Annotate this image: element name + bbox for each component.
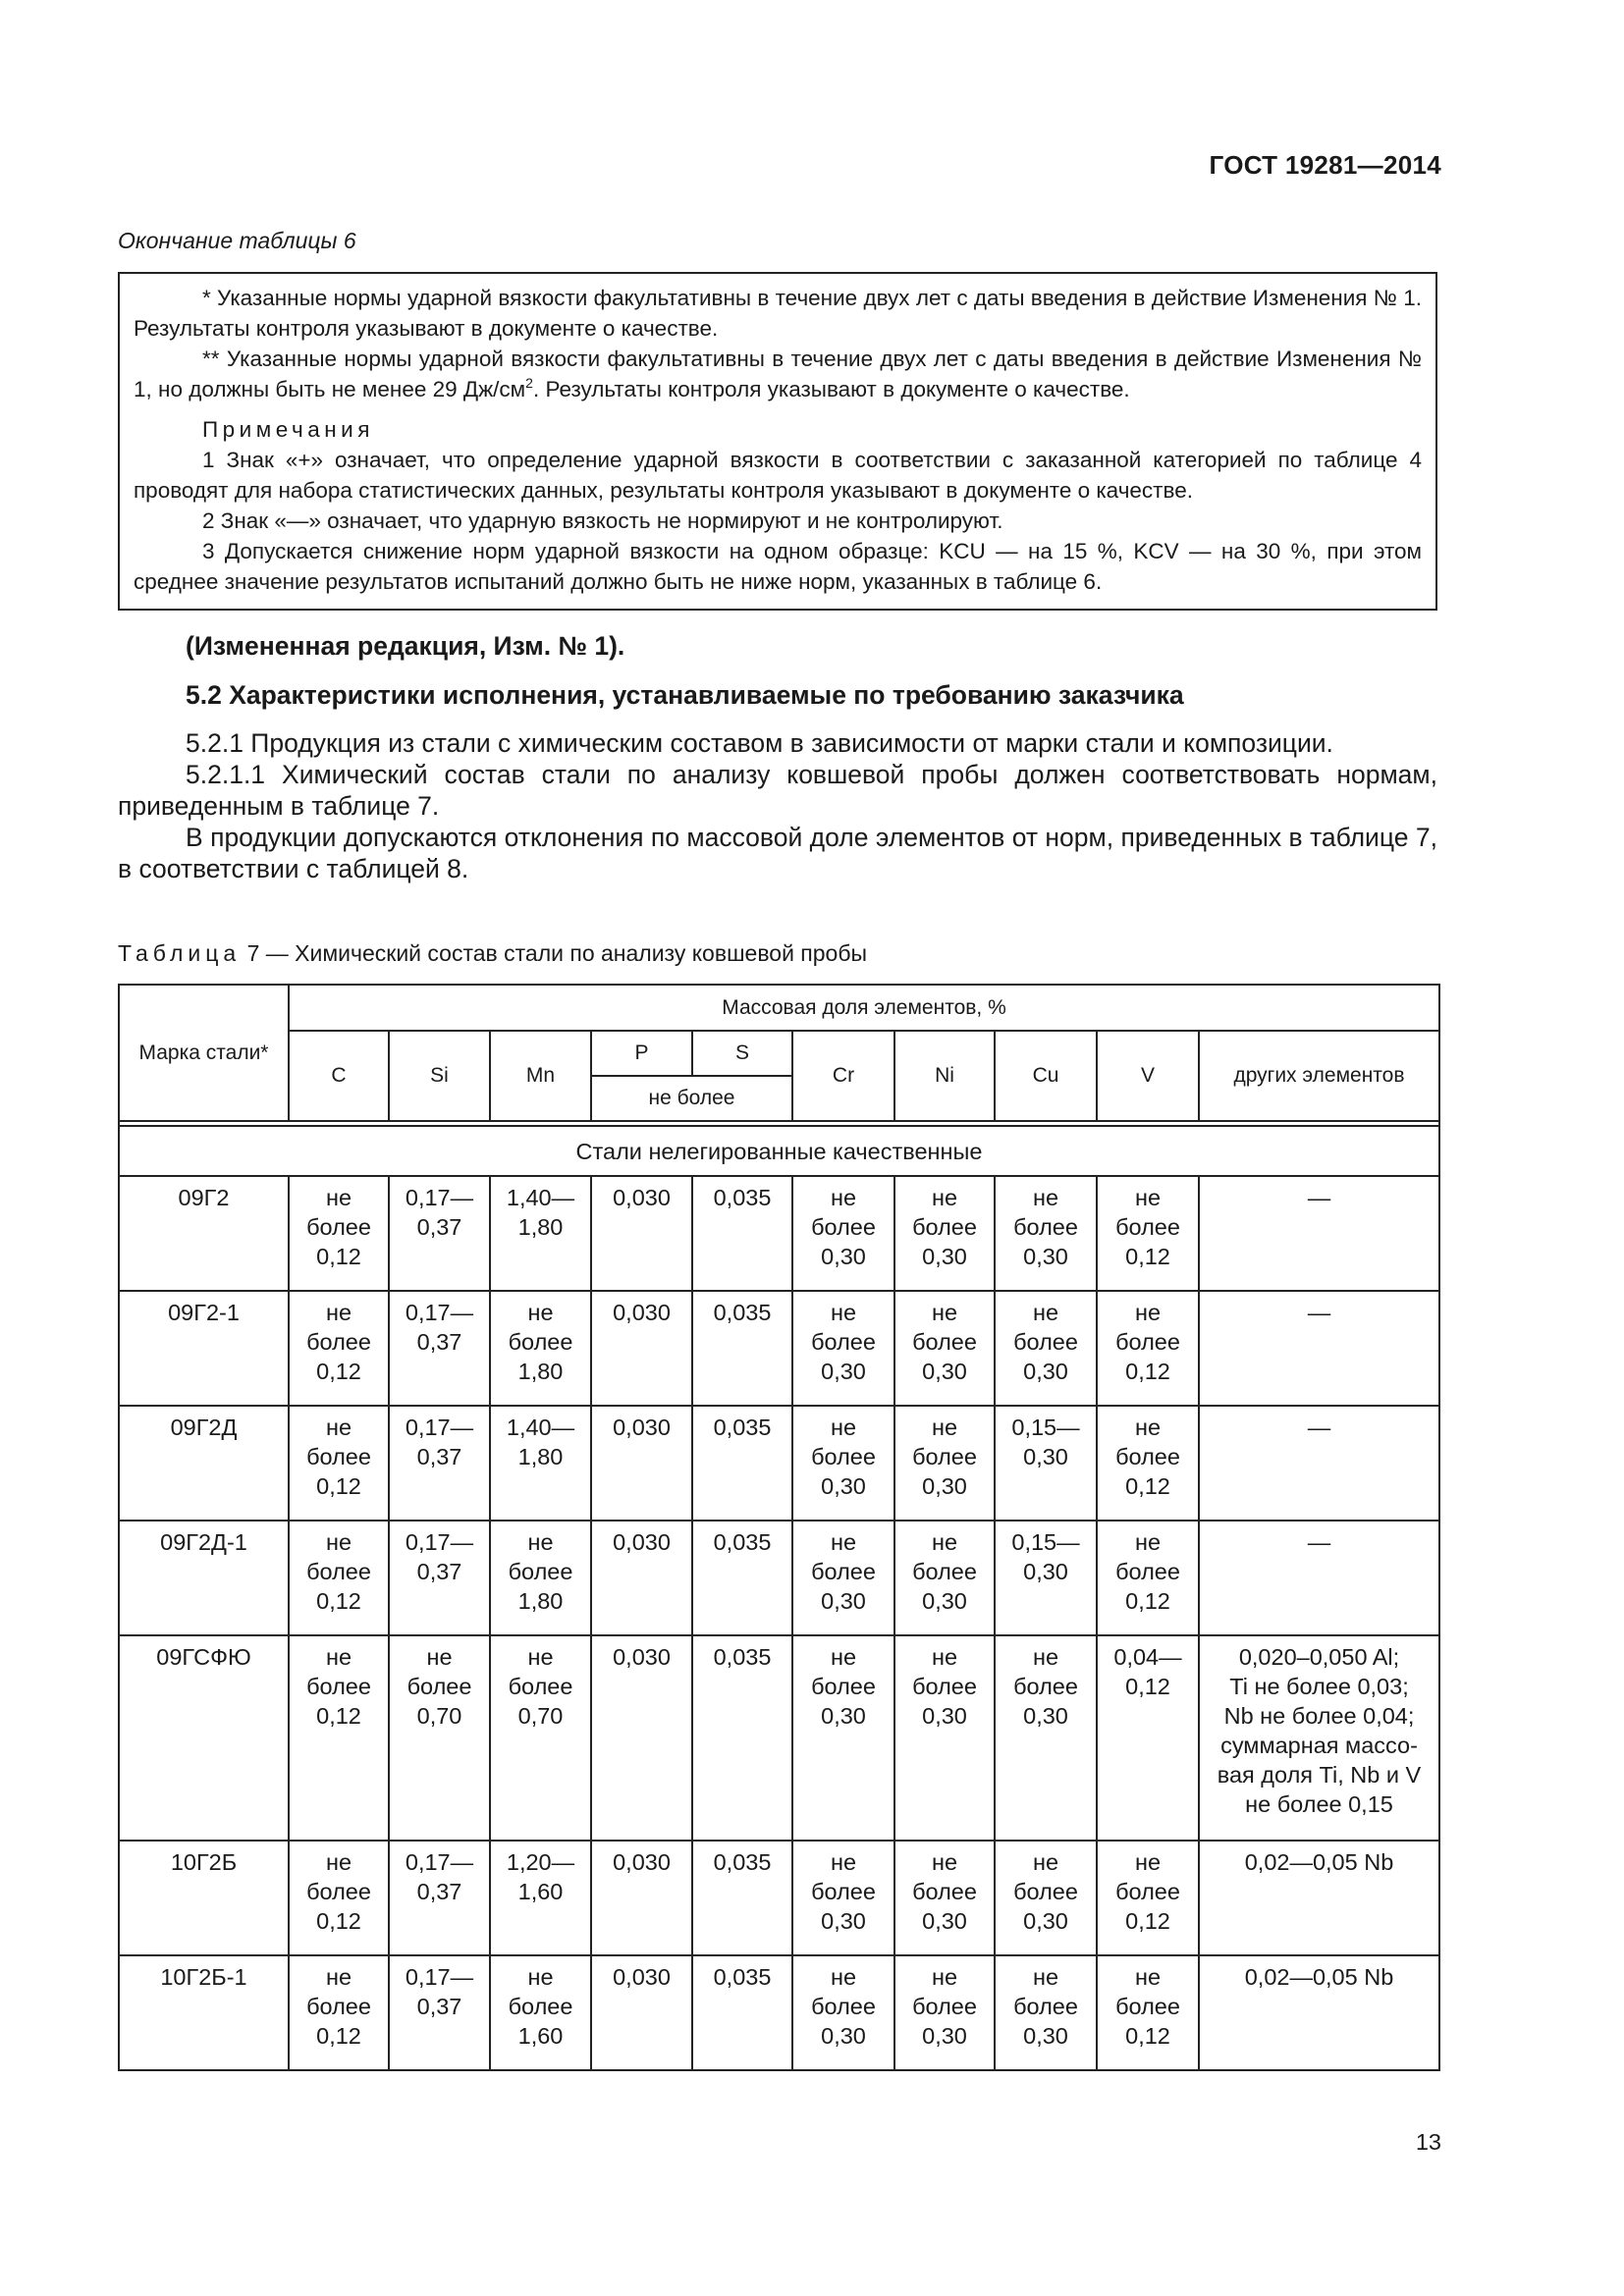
cell-c [289, 1841, 389, 1955]
footnote-2 [134, 344, 1422, 404]
cell-line: 0,37 [416, 1559, 462, 1584]
header-v: V [1097, 1031, 1199, 1121]
cell-line: 0,30 [1023, 1908, 1068, 1934]
cell-line: 0,30 [922, 1473, 967, 1499]
cell-line: 0,30 [922, 1359, 967, 1384]
cell-line: не [931, 1964, 958, 1990]
cell-line: более [912, 1674, 977, 1699]
cell-p: 0,030 [591, 1841, 692, 1955]
cell-line: 0,70 [517, 1703, 564, 1729]
cell-line: 0,12 [1125, 1473, 1170, 1499]
cell-line: 0,02—0,05 Nb [1244, 1964, 1394, 1990]
cell-c [289, 1406, 389, 1521]
cell-line: Nb не более 0,04; [1223, 1703, 1415, 1729]
cell-si [389, 1635, 490, 1841]
cell-line: не [325, 1849, 352, 1875]
cell-mn [490, 1521, 591, 1635]
table-row [119, 1841, 1439, 1955]
cell-line: 0,30 [821, 2023, 866, 2049]
cell-cu [995, 1955, 1097, 2070]
cell-si [389, 1176, 490, 1291]
cell-cu [995, 1841, 1097, 1955]
cell-line: более [811, 1444, 876, 1469]
table-row [119, 1955, 1439, 2070]
cell-line: более [1013, 1879, 1078, 1904]
cell-mn [490, 1291, 591, 1406]
cell-c [289, 1176, 389, 1291]
cell-line: 0,12 [1125, 1244, 1170, 1269]
cell-cr [792, 1406, 894, 1521]
cell-line: — [1307, 1529, 1331, 1555]
cell-c [289, 1635, 389, 1841]
cell-mn [490, 1841, 591, 1955]
cell-line: более [306, 1994, 371, 2019]
cell-line: не [931, 1300, 958, 1325]
cell-c [289, 1291, 389, 1406]
chemical-composition-table [118, 984, 1440, 2071]
cell-ni [894, 1176, 995, 1291]
cell-line: 0,30 [821, 1588, 866, 1614]
group-title: Стали нелегированные качественные [119, 1126, 1439, 1176]
cell-line: 0,12 [316, 1244, 361, 1269]
cell-si [389, 1406, 490, 1521]
cell-grade: 09Г2Д [119, 1406, 289, 1521]
cell-line: более [306, 1444, 371, 1469]
table-caption-text: 7 — Химический состав стали по анализу ковшевой пробы [241, 940, 868, 966]
cell-line: 0,30 [821, 1244, 866, 1269]
cell-line: 0,12 [1125, 1674, 1170, 1699]
cell-grade: 10Г2Б-1 [119, 1955, 289, 2070]
cell-s: 0,035 [692, 1406, 792, 1521]
cell-line: более [811, 1994, 876, 2019]
cell-c [289, 1955, 389, 2070]
cell-line: не [527, 1529, 554, 1555]
footnote-2-text: ** Указанные нормы ударной вязкости факультативны в течение двух лет с даты введения в действие Изменения № 1, но должны быть не менее 29 Дж/см [134, 347, 1422, 401]
cell-other [1199, 1521, 1439, 1635]
paragraph-5-2-1-1: 5.2.1.1 Химический состав стали по анализу ковшевой пробы должен соответствовать нормам, приведенным в таблице 7. [118, 760, 1437, 821]
cell-line: не [830, 1415, 857, 1440]
cell-line: не [527, 1300, 554, 1325]
header-s: S [692, 1031, 792, 1076]
cell-si [389, 1291, 490, 1406]
cell-line: не [1032, 1964, 1059, 1990]
cell-grade: 09ГСФЮ [119, 1635, 289, 1841]
cell-si [389, 1841, 490, 1955]
table-row [119, 1406, 1439, 1521]
cell-v [1097, 1406, 1199, 1521]
group-row [119, 1126, 1439, 1176]
document-code: ГОСТ 19281—2014 [1209, 150, 1441, 180]
cell-line: не [325, 1185, 352, 1210]
cell-cu [995, 1521, 1097, 1635]
table-caption [118, 940, 867, 967]
cell-grade: 09Г2 [119, 1176, 289, 1291]
cell-line: не [830, 1300, 857, 1325]
cell-line: не [1134, 1964, 1162, 1990]
cell-line: не [527, 1964, 554, 1990]
cell-v [1097, 1635, 1199, 1841]
cell-line: более [306, 1879, 371, 1904]
cell-line: 1,80 [517, 1588, 564, 1614]
cell-cu [995, 1291, 1097, 1406]
cell-line: более [1013, 1994, 1078, 2019]
cell-line: 1,60 [517, 2023, 564, 2049]
note-1: 1 Знак «+» означает, что определение ударной вязкости в соответствии с заказанной категорией по таблице 4 проводят для набора статистических данных, результаты контроля указывают в документе о качестве. [134, 448, 1422, 503]
cell-line: 1,40— [506, 1185, 575, 1210]
cell-line: 0,12 [316, 1703, 361, 1729]
cell-line: не [1134, 1185, 1162, 1210]
cell-ni [894, 1841, 995, 1955]
body-text [118, 630, 1437, 884]
cell-mn [490, 1955, 591, 2070]
cell-line: 1,20— [506, 1849, 575, 1875]
cell-line: не [830, 1849, 857, 1875]
header-cu: Cu [995, 1031, 1097, 1121]
header-not-more: не более [591, 1076, 792, 1121]
cell-cr [792, 1521, 894, 1635]
cell-line: не [1134, 1849, 1162, 1875]
table-row [119, 1635, 1439, 1841]
cell-other [1199, 1176, 1439, 1291]
cell-line: 0,30 [821, 1703, 866, 1729]
cell-line: 0,30 [1023, 2023, 1068, 2049]
cell-line: более [406, 1674, 472, 1699]
cell-line: 0,30 [922, 1244, 967, 1269]
cell-cu [995, 1176, 1097, 1291]
cell-line: 0,15— [1011, 1529, 1080, 1555]
cell-line: 0,70 [416, 1703, 462, 1729]
cell-line: 0,30 [821, 1908, 866, 1934]
cell-s: 0,035 [692, 1291, 792, 1406]
cell-line: вая доля Ti, Nb и V [1217, 1762, 1422, 1788]
cell-line: более [1115, 1444, 1180, 1469]
cell-line: 0,12 [1125, 1908, 1170, 1934]
cell-p: 0,030 [591, 1291, 692, 1406]
cell-line: 0,12 [316, 1588, 361, 1614]
header-mn: Mn [490, 1031, 591, 1121]
cell-line: более [1115, 1994, 1180, 2019]
cell-line: 0,17— [405, 1529, 474, 1555]
cell-other [1199, 1291, 1439, 1406]
cell-line: более [912, 1879, 977, 1904]
cell-p: 0,030 [591, 1955, 692, 2070]
cell-p: 0,030 [591, 1176, 692, 1291]
cell-grade: 09Г2-1 [119, 1291, 289, 1406]
cell-line: 0,37 [416, 1444, 462, 1469]
cell-line: 0,30 [1023, 1559, 1068, 1584]
header-p: P [591, 1031, 692, 1076]
cell-grade: 09Г2Д-1 [119, 1521, 289, 1635]
cell-other [1199, 1635, 1439, 1841]
note-3: 3 Допускается снижение норм ударной вязкости на одном образце: KCU — на 15 %, KCV — на 30 %, при этом среднее значение результатов испытаний должно быть не ниже норм, указанных в таблице 6. [134, 539, 1422, 594]
cell-v [1097, 1521, 1199, 1635]
cell-line: более [1115, 1214, 1180, 1240]
footnote-2-superscript: 2 [525, 375, 533, 391]
cell-mn [490, 1176, 591, 1291]
cell-line: 0,30 [1023, 1244, 1068, 1269]
cell-line: 0,12 [1125, 1359, 1170, 1384]
cell-line: не [830, 1529, 857, 1555]
cell-v [1097, 1291, 1199, 1406]
cell-line: не [1032, 1849, 1059, 1875]
cell-line: 1,80 [517, 1444, 564, 1469]
cell-line: 1,80 [517, 1359, 564, 1384]
cell-line: не [325, 1529, 352, 1555]
cell-line: не [325, 1415, 352, 1440]
section-heading: 5.2 Характеристики исполнения, устанавливаемые по требованию заказчика [186, 680, 1184, 710]
cell-line: 1,80 [517, 1214, 564, 1240]
cell-line: не [1032, 1300, 1059, 1325]
cell-line: более [306, 1329, 371, 1355]
edition-note: (Измененная редакция, Изм. № 1). [186, 631, 625, 661]
cell-line: более [912, 1559, 977, 1584]
cell-line: не [931, 1415, 958, 1440]
cell-line: не [1134, 1300, 1162, 1325]
table-caption-word: Таблица [118, 940, 242, 966]
header-steel-grade: Марка стали* [119, 985, 289, 1121]
header-si: Si [389, 1031, 490, 1121]
cell-s: 0,035 [692, 1176, 792, 1291]
header-other-elements: других элементов [1199, 1031, 1439, 1121]
cell-line: 0,17— [405, 1964, 474, 1990]
cell-p: 0,030 [591, 1635, 692, 1841]
cell-line: 0,12 [316, 1473, 361, 1499]
cell-line: более [912, 1214, 977, 1240]
cell-line: не [830, 1964, 857, 1990]
cell-line: 0,17— [405, 1300, 474, 1325]
cell-v [1097, 1841, 1199, 1955]
cell-line: не [1032, 1644, 1059, 1670]
cell-line: 0,12 [316, 1908, 361, 1934]
cell-other [1199, 1955, 1439, 2070]
footnote-2-text-end: . Результаты контроля указывают в документе о качестве. [532, 377, 1130, 401]
cell-line: не [1134, 1529, 1162, 1555]
cell-line: 0,02—0,05 Nb [1244, 1849, 1394, 1875]
cell-line: 1,40— [506, 1415, 575, 1440]
cell-line: суммарная массо- [1220, 1733, 1418, 1758]
header-c: C [289, 1031, 389, 1121]
cell-line: более [508, 1994, 573, 2019]
header-cr: Cr [792, 1031, 894, 1121]
cell-line: не [931, 1849, 958, 1875]
paragraph-5-2-1: 5.2.1 Продукция из стали с химическим составом в зависимости от марки стали и композиции. [186, 728, 1333, 758]
page-number: 13 [1415, 2129, 1441, 2155]
footnote-1: * Указанные нормы ударной вязкости факультативны в течение двух лет с даты введения в действие Изменения № 1. Результаты контроля указывают в документе о качестве. [134, 286, 1422, 341]
cell-line: не [1134, 1415, 1162, 1440]
cell-line: 0,17— [405, 1849, 474, 1875]
cell-line: 0,30 [1023, 1444, 1068, 1469]
cell-si [389, 1955, 490, 2070]
cell-line: не [325, 1964, 352, 1990]
cell-line: — [1307, 1185, 1331, 1210]
cell-s: 0,035 [692, 1841, 792, 1955]
cell-line: более [306, 1214, 371, 1240]
cell-line: 0,30 [821, 1473, 866, 1499]
cell-line: 0,020–0,050 Al; [1238, 1644, 1400, 1670]
table-row [119, 1521, 1439, 1635]
cell-ni [894, 1955, 995, 2070]
cell-line: не [830, 1185, 857, 1210]
cell-mn [490, 1635, 591, 1841]
cell-line: 0,12 [1125, 1588, 1170, 1614]
cell-v [1097, 1176, 1199, 1291]
cell-s: 0,035 [692, 1635, 792, 1841]
cell-line: не [325, 1300, 352, 1325]
cell-line: более [1115, 1879, 1180, 1904]
header-mass-fraction: Массовая доля элементов, % [289, 985, 1439, 1031]
cell-line: более [811, 1674, 876, 1699]
cell-line: 0,17— [405, 1185, 474, 1210]
cell-line: не [830, 1644, 857, 1670]
cell-line: не более 0,15 [1245, 1791, 1393, 1817]
cell-cu [995, 1406, 1097, 1521]
cell-line: 0,04— [1113, 1644, 1182, 1670]
cell-line: Ti не более 0,03; [1229, 1674, 1409, 1699]
table-row [119, 1176, 1439, 1291]
cell-line: 0,37 [416, 1214, 462, 1240]
cell-line: более [1013, 1329, 1078, 1355]
cell-line: 0,30 [922, 1703, 967, 1729]
cell-line: более [1115, 1329, 1180, 1355]
cell-line: не [527, 1644, 554, 1670]
header-ni: Ni [894, 1031, 995, 1121]
cell-si [389, 1521, 490, 1635]
cell-line: 0,30 [821, 1359, 866, 1384]
cell-line: более [912, 1444, 977, 1469]
cell-line: более [508, 1674, 573, 1699]
cell-cr [792, 1955, 894, 2070]
cell-line: 0,37 [416, 1329, 462, 1355]
table-row [119, 1291, 1439, 1406]
cell-line: — [1307, 1415, 1331, 1440]
cell-line: 0,30 [922, 1908, 967, 1934]
cell-line: не [931, 1529, 958, 1555]
cell-cr [792, 1291, 894, 1406]
cell-line: 0,12 [1125, 2023, 1170, 2049]
paragraph-deviations: В продукции допускаются отклонения по массовой доле элементов от норм, приведенных в таблице 7, в соответствии с таблицей 8. [118, 823, 1437, 883]
cell-cu [995, 1635, 1097, 1841]
cell-line: более [912, 1329, 977, 1355]
cell-grade: 10Г2Б [119, 1841, 289, 1955]
notes-title: Примечания [202, 417, 374, 442]
cell-line: не [325, 1644, 352, 1670]
table-notes-box [118, 272, 1437, 611]
cell-ni [894, 1521, 995, 1635]
cell-p: 0,030 [591, 1521, 692, 1635]
cell-cr [792, 1841, 894, 1955]
cell-c [289, 1521, 389, 1635]
cell-cr [792, 1635, 894, 1841]
cell-line: не [1032, 1185, 1059, 1210]
cell-line: более [1013, 1674, 1078, 1699]
cell-line: более [1013, 1214, 1078, 1240]
cell-line: более [306, 1559, 371, 1584]
table-continuation-label: Окончание таблицы 6 [118, 228, 356, 253]
cell-other [1199, 1841, 1439, 1955]
cell-line: более [811, 1329, 876, 1355]
cell-line: более [306, 1674, 371, 1699]
cell-v [1097, 1955, 1199, 2070]
cell-cr [792, 1176, 894, 1291]
note-2: 2 Знак «—» означает, что ударную вязкость не нормируют и не контролируют. [202, 508, 1003, 533]
cell-line: 0,37 [416, 1879, 462, 1904]
cell-s: 0,035 [692, 1955, 792, 2070]
cell-mn [490, 1406, 591, 1521]
cell-line: более [811, 1214, 876, 1240]
cell-line: 0,30 [922, 1588, 967, 1614]
cell-line: более [508, 1329, 573, 1355]
cell-ni [894, 1635, 995, 1841]
cell-line: — [1307, 1300, 1331, 1325]
cell-line: 0,12 [316, 1359, 361, 1384]
cell-line: более [912, 1994, 977, 2019]
cell-line: 0,30 [922, 2023, 967, 2049]
cell-line: более [1115, 1559, 1180, 1584]
cell-p: 0,030 [591, 1406, 692, 1521]
cell-line: 0,30 [1023, 1703, 1068, 1729]
cell-line: не [931, 1644, 958, 1670]
cell-line: 0,17— [405, 1415, 474, 1440]
cell-ni [894, 1291, 995, 1406]
cell-ni [894, 1406, 995, 1521]
cell-s: 0,035 [692, 1521, 792, 1635]
cell-line: более [811, 1559, 876, 1584]
cell-line: не [931, 1185, 958, 1210]
cell-line: 0,12 [316, 2023, 361, 2049]
cell-line: более [811, 1879, 876, 1904]
cell-line: 0,30 [1023, 1359, 1068, 1384]
cell-line: 0,15— [1011, 1415, 1080, 1440]
cell-line: 1,60 [517, 1879, 564, 1904]
cell-line: более [508, 1559, 573, 1584]
cell-line: не [426, 1644, 453, 1670]
cell-other [1199, 1406, 1439, 1521]
cell-line: 0,37 [416, 1994, 462, 2019]
